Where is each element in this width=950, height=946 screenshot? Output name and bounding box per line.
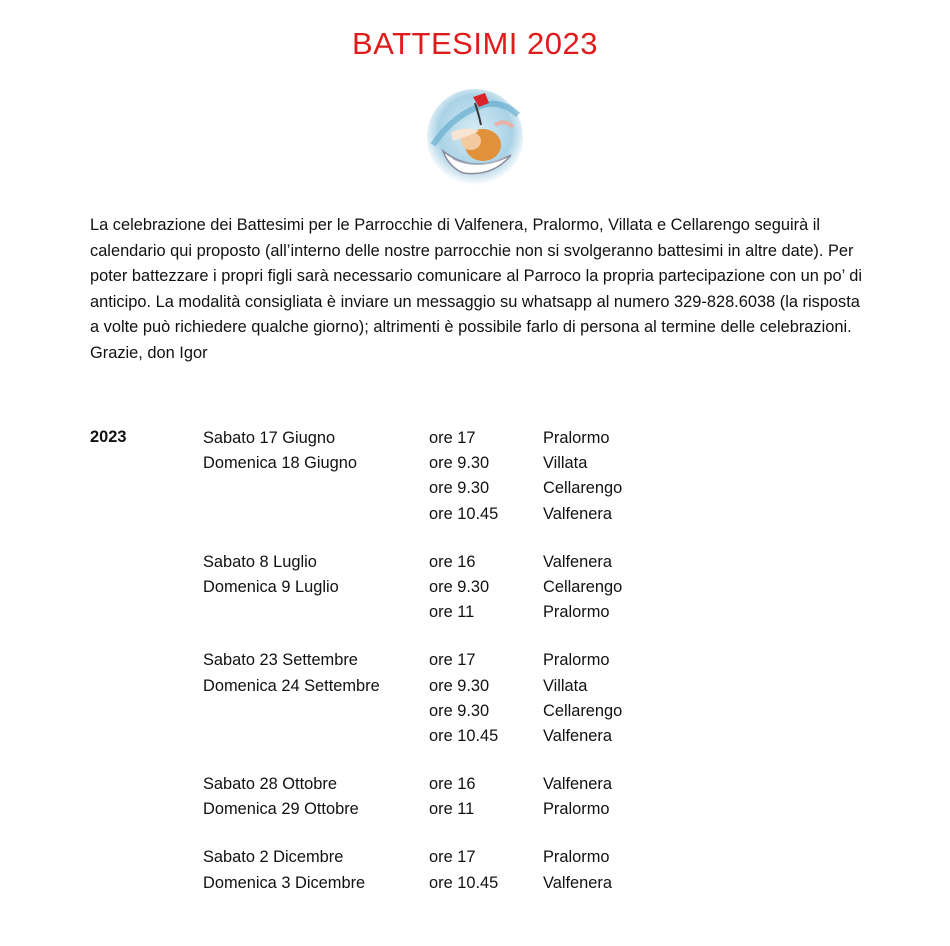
- schedule-date: Sabato 23 Settembre: [203, 651, 358, 670]
- schedule-block: [203, 552, 763, 628]
- schedule-place: Valfenera: [543, 873, 612, 892]
- year-label: 2023: [90, 428, 127, 446]
- schedule-date: Sabato 17 Giugno: [203, 429, 336, 447]
- schedule-row: [203, 726, 763, 751]
- schedule-row: [203, 602, 763, 627]
- schedule-date: Sabato 2 Dicembre: [203, 848, 344, 867]
- schedule-place: Pralormo: [543, 651, 610, 670]
- schedule-place: Villata: [543, 676, 588, 695]
- schedule-block: [203, 428, 763, 529]
- schedule-place: Valfenera: [543, 775, 612, 794]
- schedule-time: ore 9.30: [429, 479, 490, 498]
- schedule-date: Domenica 24 Settembre: [203, 676, 380, 695]
- schedule-date: Domenica 18 Giugno: [203, 454, 357, 473]
- schedule-row: [203, 847, 763, 872]
- schedule-date: Domenica 3 Dicembre: [203, 873, 366, 892]
- schedule-place: Valfenera: [543, 504, 612, 523]
- schedule-time: ore 9.30: [429, 577, 490, 596]
- schedule-row: [203, 577, 763, 602]
- schedule-row: [203, 650, 763, 675]
- schedule-row: [203, 701, 763, 726]
- baptism-schedule: [203, 428, 763, 921]
- schedule-row: [203, 799, 763, 824]
- schedule-date: Sabato 28 Ottobre: [203, 775, 337, 794]
- schedule-time: ore 17: [429, 651, 476, 670]
- schedule-row: [203, 428, 763, 453]
- schedule-date: Sabato 8 Luglio: [203, 552, 317, 571]
- schedule-place: Pralormo: [543, 800, 610, 819]
- schedule-time: ore 9.30: [429, 454, 490, 473]
- schedule-row: [203, 873, 763, 898]
- page-title: BATTESIMI 2023: [352, 26, 598, 61]
- schedule-place: Cellarengo: [543, 479, 623, 498]
- schedule-block: [203, 650, 763, 751]
- schedule-block: [203, 774, 763, 824]
- schedule-place: Cellarengo: [543, 701, 623, 720]
- schedule-time: ore 9.30: [429, 676, 490, 695]
- schedule-row: [203, 478, 763, 503]
- schedule-time: ore 10.45: [429, 504, 499, 523]
- schedule-place: Pralormo: [543, 603, 610, 622]
- schedule-place: Pralormo: [543, 848, 610, 867]
- schedule-time: ore 11: [429, 603, 475, 622]
- schedule-place: Valfenera: [543, 552, 612, 571]
- baptism-illustration-icon: [423, 85, 527, 191]
- schedule-time: ore 9.30: [429, 701, 490, 720]
- schedule-time: ore 16: [429, 775, 476, 794]
- schedule-date: Domenica 29 Ottobre: [203, 800, 359, 819]
- schedule-place: Valfenera: [543, 726, 612, 745]
- schedule-row: [203, 453, 763, 478]
- schedule-time: ore 17: [429, 429, 476, 447]
- schedule-date: Domenica 9 Luglio: [203, 577, 339, 596]
- schedule-block: [203, 847, 763, 897]
- schedule-row: [203, 774, 763, 799]
- schedule-row: [203, 676, 763, 701]
- intro-paragraph: La celebrazione dei Battesimi per le Parrocchie di Valfenera, Pralormo, Villata e Cellarengo seguirà il calendario qui proposto (all’interno delle nostre parrocchie non si svolgeranno battesimi in altre date). Per poter battezzare i propri figli sarà necessario comunicare al Parroco la propria partecipazione con un po’ di anticipo. La modalità consigliata è inviare un messaggio su whatsapp al numero 329-828.6038 (la risposta a volte può richiedere qualche giorno); altrimenti è possibile farlo di persona al termine delle celebrazioni. Grazie, don Igor: [90, 216, 862, 362]
- schedule-time: ore 17: [429, 848, 476, 867]
- schedule-place: Pralormo: [543, 429, 610, 447]
- schedule-place: Cellarengo: [543, 577, 623, 596]
- schedule-place: Villata: [543, 454, 588, 473]
- schedule-time: ore 11: [429, 800, 475, 819]
- schedule-time: ore 16: [429, 552, 476, 571]
- schedule-time: ore 10.45: [429, 726, 499, 745]
- schedule-row: [203, 504, 763, 529]
- schedule-row: [203, 552, 763, 577]
- schedule-time: ore 10.45: [429, 873, 499, 892]
